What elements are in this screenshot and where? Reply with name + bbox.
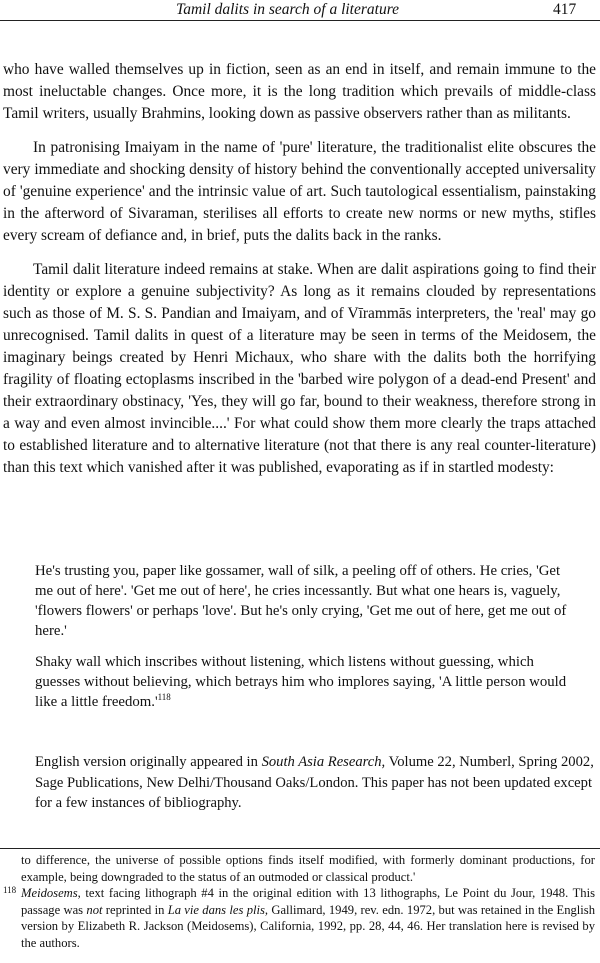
paragraph-1: who have walled themselves up in fiction, seen as an end in itself, and remain immune to the most ineluctable changes. Once more, it is the long tradition which prevails of middle-class Tamil writers, usually Brahmins, looking down as passive observers rather than as militants. <box>3 61 596 122</box>
paragraph-3: Tamil dalit literature indeed remains at stake. When are dalit aspirations going to find their identity or explore a genuine subjectivity? As long as it remains clouded by representations such as those of M. S. S. Pandian and Imaiyam, and of Vīrammās interpreters, the 'real' may go unrecognised. Tamil dalits in quest of a literature may be seen in terms of the Meidosem, the imaginary beings created by Henri Michaux, who share with the dalits both the horrifying fragility of floating ectoplasms inscribed in the 'barbed wire polygon of a dead-end Present' and their extraordinary obstinacy, 'Yes, they will go far, bound to their weakness, therefore strong in a way and even almost invincible....' For what could show them more clearly the traps attached to established literature and to alternative literature (not that there is any real counter-literature) than this text which vanished after it was published, evaporating as if in startled modesty: <box>3 261 596 476</box>
publication-note-lead: English version originally appeared in <box>35 754 262 770</box>
quote-paragraph-2 <box>35 652 575 712</box>
publication-note <box>35 752 595 814</box>
footnote-118-text-b: reprinted in <box>102 902 168 917</box>
page-number: 417 <box>553 1 577 18</box>
footnote-rule <box>0 848 600 849</box>
paragraph-2: In patronising Imaiyam in the name of 'pure' literature, the traditionalist elite obscures the very immediate and shocking density of history behind the conventionally accepted universality of 'genuine experience' and the intrinsic value of art. Such tautological essentialism, painstaking in the afterword of Sivaraman, sterilises all efforts to create new norms or new myths, stifles every scream of defiance and, in brief, puts the dalits back in the ranks. <box>3 139 596 244</box>
main-text <box>3 59 596 491</box>
publication-note-text <box>35 752 595 814</box>
journal-title: South Asia Research, <box>261 754 386 770</box>
footnote-118-text-c: Gallimard, 1949, rev. edn. 1972, but was retained in the English version by Elizabeth R. Jackson (Meidosems), California, 1992, pp. 28, 44, 46. Her translation here is revised by the authors. <box>21 902 596 950</box>
quote-paragraph-2-text: Shaky wall which inscribes without listening, which listens without guessing, which guesses without believing, which betrays him who implores saying, 'A little person would like a little freedom.' <box>35 654 567 710</box>
footnote-118-text-a: , text facing lithograph #4 in the original edition with 13 lithographs, Le Point du Jour, 1948. This passage was <box>21 886 595 917</box>
footnotes <box>3 852 595 951</box>
running-title: Tamil dalits in search of a literature <box>176 1 400 18</box>
block-quote <box>35 561 575 723</box>
quote-paragraph-1: He's trusting you, paper like gossamer, wall of silk, a peeling off of others. He cries, 'Get me out of here'. 'Get me out of here', he cries incessantly. But what one hears is, vaguely, 'flowers flowers' or perhaps 'love'. But he's only crying, 'Get me out of here, get me out of here.' <box>35 563 567 639</box>
footnote-118-title: Meidosems <box>21 886 78 900</box>
footnote-continued: to difference, the universe of possible options finds itself modified, with formerly dominant productions, for example, being downgraded to the status of an outmoded or classical product.' <box>21 853 595 884</box>
header-rule <box>0 20 600 21</box>
footnote-ref-118: 118 <box>157 692 171 703</box>
footnote-118-book: La vie dans les plis, <box>167 902 269 917</box>
running-header <box>0 0 600 20</box>
publication-note-rest: Volume 22, Numberl, Spring 2002, Sage Publications, New Delhi/Thousand Oaks/London. This paper has not been updated except for a few instances of bibliography. <box>35 754 594 811</box>
footnote-118-mark: 118 <box>3 885 17 895</box>
footnote-118-emphasis: not <box>86 902 103 917</box>
footnote-118 <box>3 885 595 951</box>
